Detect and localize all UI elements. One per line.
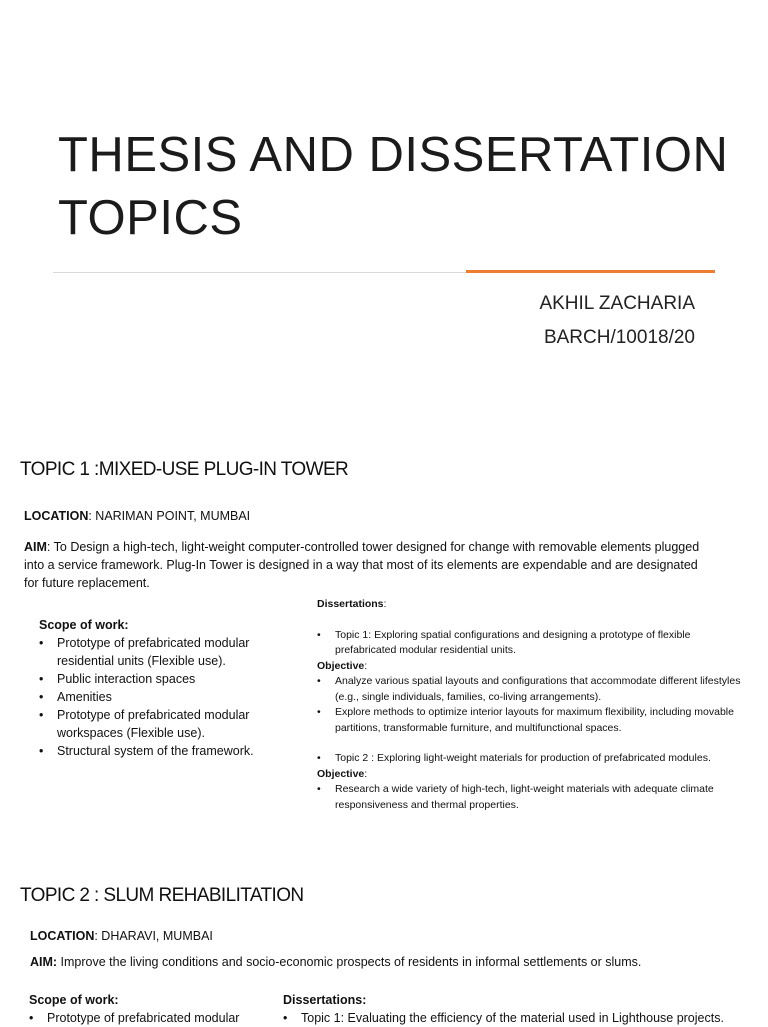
objective-list <box>317 674 747 736</box>
dissertations-colon: : <box>383 598 387 610</box>
topic1-location <box>24 507 744 525</box>
aim-text: : To Design a high-tech, light-weight computer-controlled tower designed for change with removable elements plugged into a service framework. Plug-In Tower is designed in a way that most of its elements are expendable and are designated for future replacement. <box>24 540 700 590</box>
objective-item: • Research a wide variety of high-tech, light-weight materials with adequate climate responsiveness and thermal properties. <box>317 782 747 813</box>
location-label: LOCATION <box>30 929 95 943</box>
scope-item: • Public interaction spaces <box>39 670 289 688</box>
dissertation-topic-1: • Topic 1: Exploring spatial configurations and designing a prototype of flexible prefabricated modular residential units. <box>317 628 747 659</box>
topic2-dissertations <box>283 991 763 1027</box>
objective-item: • Analyze various spatial layouts and configurations that accommodate different lifestyles (e.g., single individuals, families, co-living arrangements). <box>317 674 747 705</box>
scope-list <box>39 634 289 760</box>
scope-label: Scope of work: <box>29 993 119 1007</box>
scope-item: • Structural system of the framework. <box>39 742 289 760</box>
topic2-scope <box>29 991 279 1027</box>
objective-label: Objective <box>317 659 365 672</box>
scope-item: • Prototype of prefabricated modular residential units (Flexible use). <box>39 634 289 670</box>
objective-label: Objective <box>317 767 365 780</box>
page-title: THESIS AND DISSERTATION TOPICS <box>58 128 729 245</box>
dissertations-label: Dissertations: <box>283 993 367 1007</box>
dissertation-topic-list-2 <box>317 751 747 767</box>
scope-item: • Prototype of prefabricated modular <box>29 1009 279 1027</box>
objective-colon: : <box>364 659 368 672</box>
dissertation-topic-list <box>283 1009 763 1027</box>
dissertation-topic-list <box>317 628 747 659</box>
aim-label: AIM <box>24 540 47 554</box>
dissertations-label: Dissertations <box>317 598 384 610</box>
objective-heading <box>317 659 747 675</box>
objective-item: • Explore methods to optimize interior layouts for maximum flexibility, including movable partitions, transformable furniture, and multifunctional spaces. <box>317 705 747 736</box>
topic2-aim <box>30 953 750 971</box>
scope-label: Scope of work: <box>39 618 129 632</box>
topic2-heading: TOPIC 2 : SLUM REHABILITATION <box>20 885 304 906</box>
dissertation-topic-1: • Topic 1: Evaluating the efficiency of the material used in Lighthouse projects. <box>283 1009 763 1027</box>
objective-heading-2 <box>317 767 747 783</box>
scope-item: • Amenities <box>39 688 289 706</box>
objective-colon: : <box>364 767 368 780</box>
aim-text: Improve the living conditions and socio-economic prospects of residents in informal settlements or slums. <box>57 955 642 969</box>
location-value: : NARIMAN POINT, MUMBAI <box>88 509 251 523</box>
objective-list-2 <box>317 782 747 813</box>
topic2-location <box>30 927 730 945</box>
accent-divider <box>466 270 715 273</box>
aim-label: AIM: <box>30 955 58 969</box>
author-id: BARCH/10018/20 <box>543 327 695 348</box>
topic1-aim <box>24 538 714 592</box>
topic1-scope <box>39 616 289 760</box>
scope-list <box>29 1009 279 1027</box>
location-value: : DHARAVI, MUMBAI <box>94 929 213 943</box>
scope-item: • Prototype of prefabricated modular workspaces (Flexible use). <box>39 706 289 742</box>
author-name: AKHIL ZACHARIA <box>539 293 695 314</box>
dissertation-topic-2: • Topic 2 : Exploring light-weight materials for production of prefabricated modules. <box>317 751 747 767</box>
topic1-heading: TOPIC 1 :MIXED-USE PLUG-IN TOWER <box>20 459 349 480</box>
topic1-dissertations <box>317 597 747 813</box>
dissertations-heading <box>317 597 747 613</box>
location-label: LOCATION <box>24 509 89 523</box>
